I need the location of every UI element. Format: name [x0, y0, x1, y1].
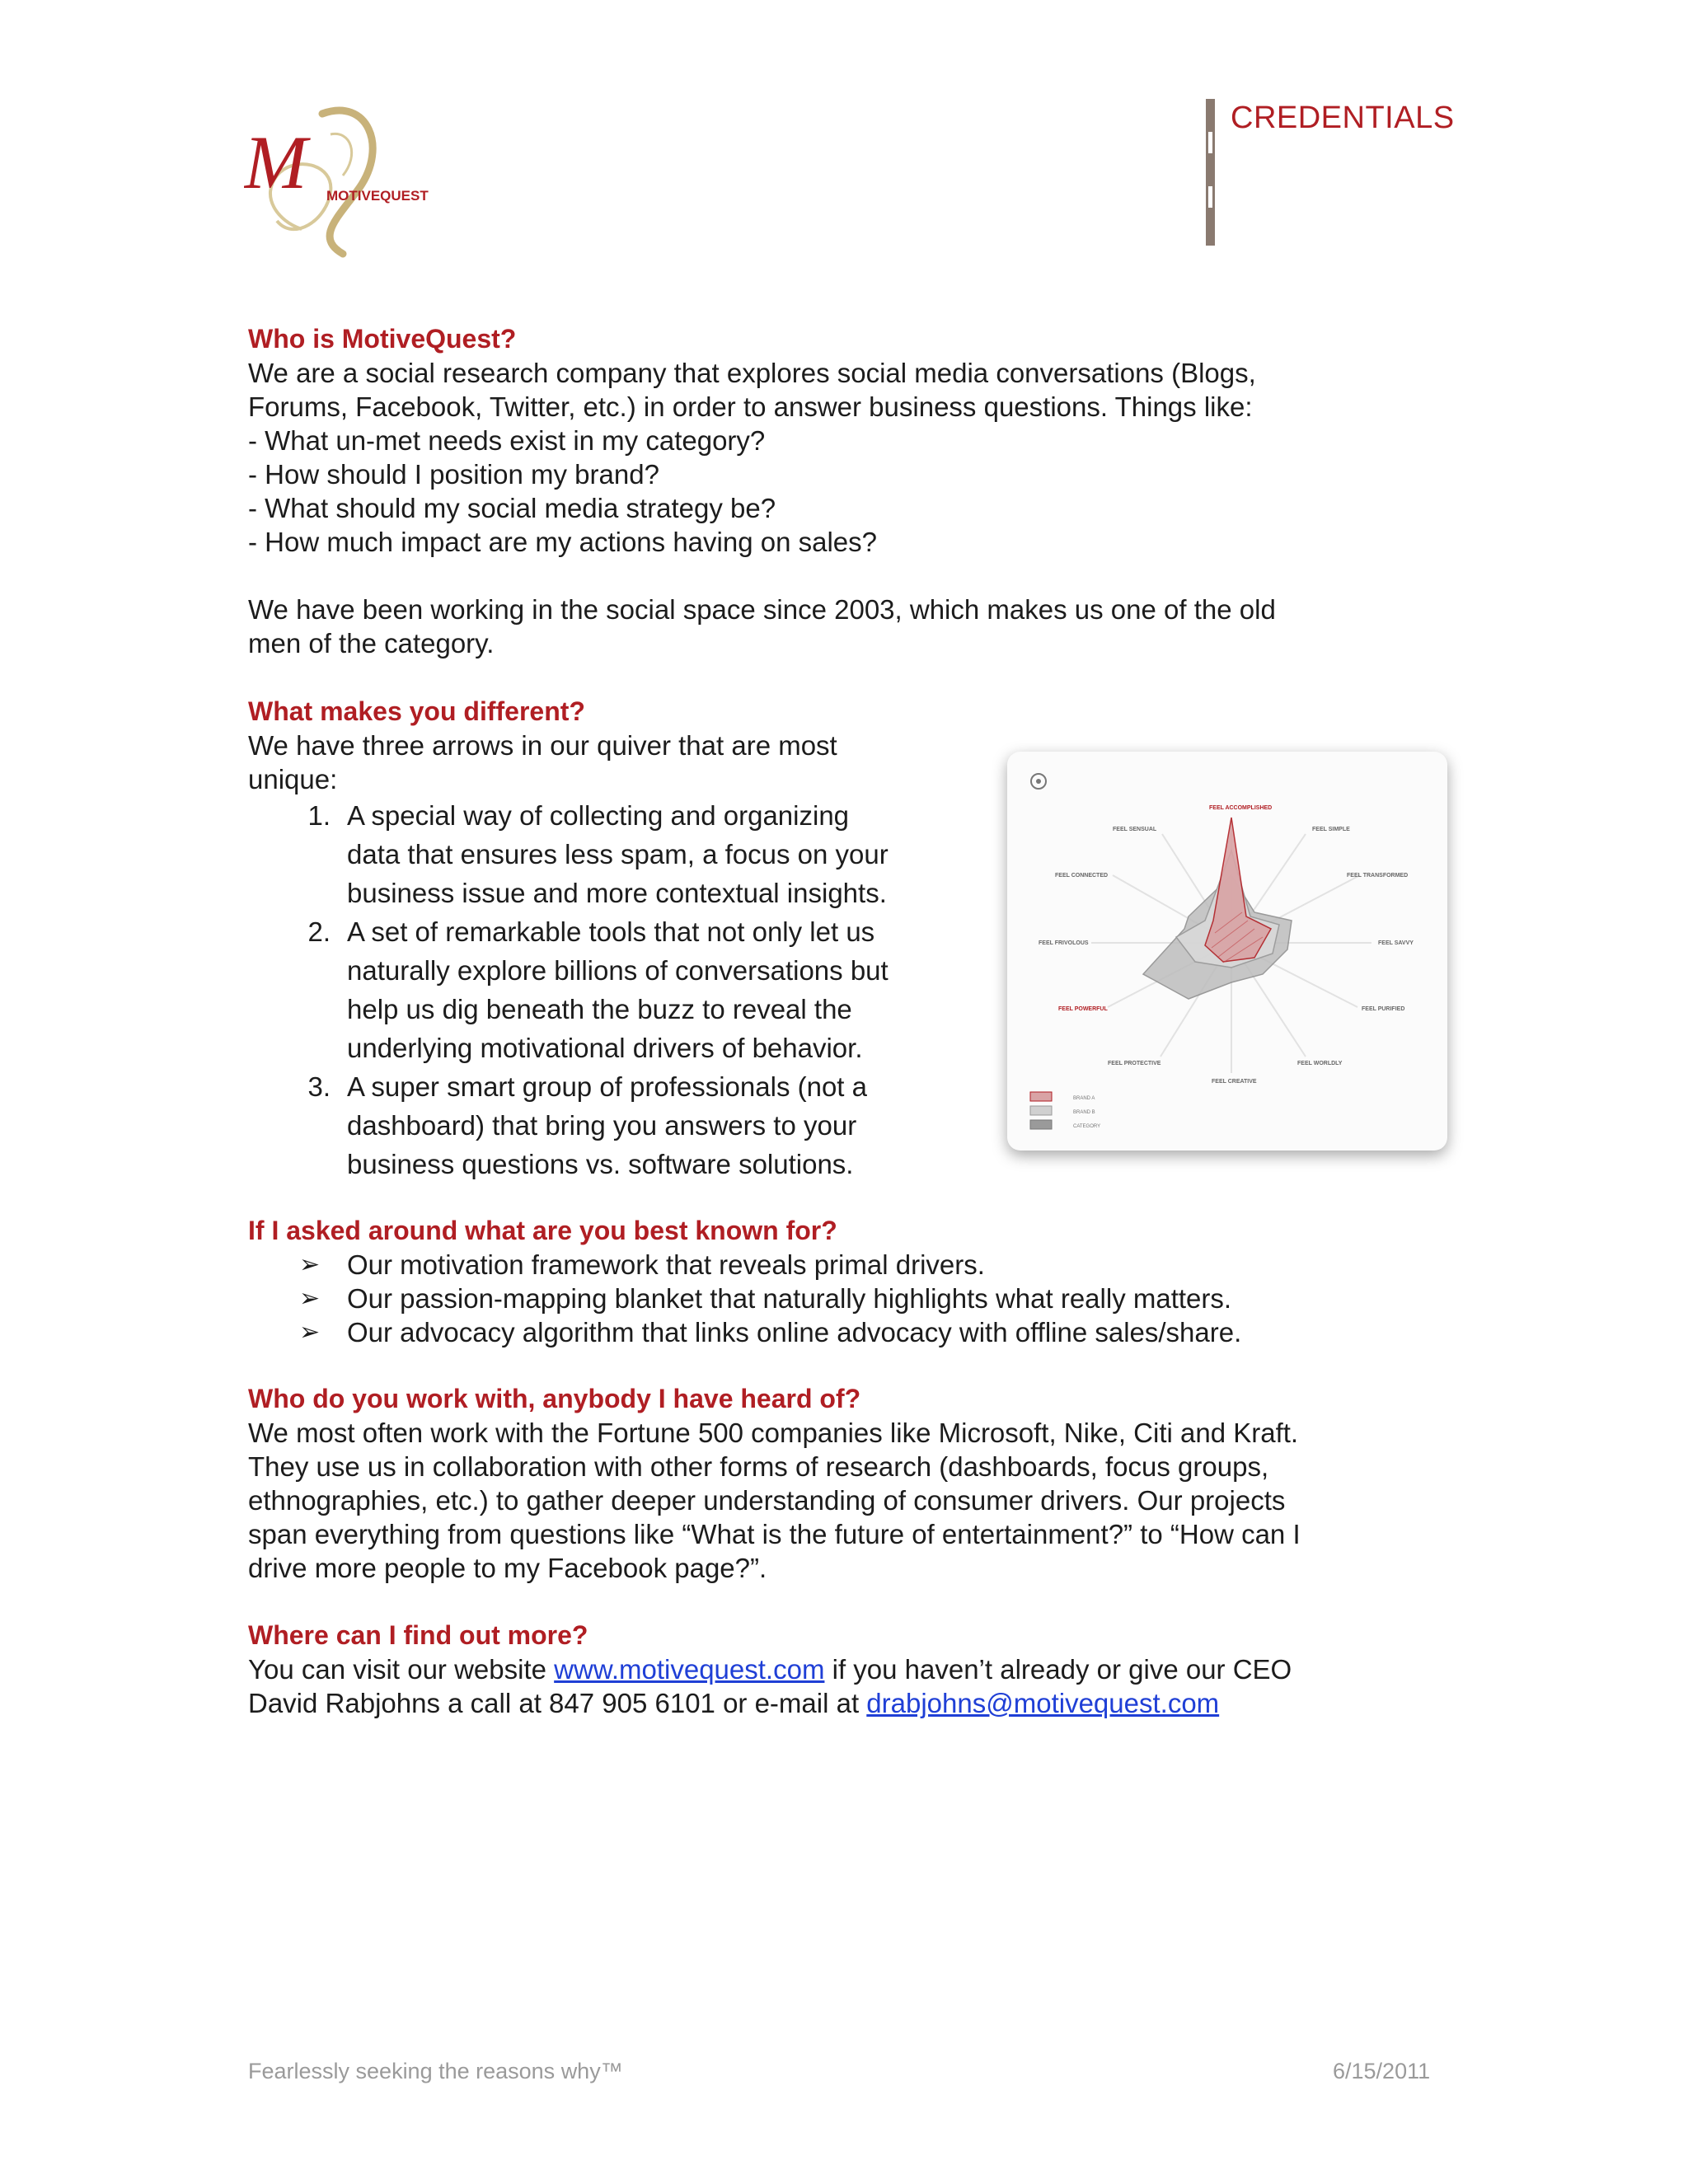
legend-label: BRAND A — [1073, 1096, 1095, 1101]
question-item: - What un-met needs exist in my category? — [248, 425, 766, 456]
axis-label: FEEL PURIFIED — [1362, 1006, 1405, 1012]
axis-label: FEEL POWERFUL — [1058, 1006, 1108, 1012]
footer-tagline: Fearlessly seeking the reasons why™ — [248, 2059, 623, 2083]
axis-label: FEEL WORLDLY — [1297, 1061, 1343, 1066]
axis-label: FEEL CONNECTED — [1055, 873, 1109, 879]
radar-chart — [1007, 752, 1447, 1151]
heading-find-out-more: Where can I find out more? — [248, 1620, 588, 1650]
list-item — [248, 1315, 1435, 1349]
list-item — [248, 912, 990, 1067]
list-line: data that ensures less spam, a focus on your — [347, 839, 889, 869]
contact-text: David Rabjohns a call at 847 905 6101 or e-mail at — [248, 1688, 867, 1718]
paragraph-line: We have three arrows in our quiver that are most — [248, 730, 837, 761]
footer-date: 6/15/2011 — [1333, 2059, 1431, 2083]
best-known-list — [248, 1248, 1435, 1349]
logo-wordmark: MOTIVEQUEST — [326, 188, 429, 204]
logo-mark — [244, 97, 458, 262]
axis-label: FEEL ACCOMPLISHED — [1209, 805, 1273, 811]
legend-label: CATEGORY — [1073, 1124, 1101, 1129]
axis-label: FEEL SENSUAL — [1113, 827, 1157, 832]
axis-label: FEEL PROTECTIVE — [1108, 1061, 1161, 1066]
heading-best-known: If I asked around what are you best known for? — [248, 1216, 837, 1245]
list-line: dashboard) that bring you answers to your — [347, 1110, 857, 1141]
paragraph-line: We most often work with the Fortune 500 companies like Microsoft, Nike, Citi and Kraft. — [248, 1418, 1299, 1448]
list-item — [248, 796, 990, 912]
paragraph-line: men of the category. — [248, 628, 495, 658]
heading-different: What makes you different? — [248, 696, 585, 726]
list-item — [248, 1067, 990, 1183]
contact-text: if you haven’t already or give our CEO — [824, 1654, 1292, 1685]
list-line: A special way of collecting and organizing — [347, 800, 850, 831]
axis-label: FEEL SAVVY — [1378, 940, 1414, 946]
contact-text: You can visit our website — [248, 1654, 555, 1685]
list-line: help us dig beneath the buzz to reveal the — [347, 994, 852, 1024]
list-line: business questions vs. software solutions. — [347, 1149, 854, 1179]
section-find-out-more — [248, 1619, 1435, 1720]
list-item — [248, 1248, 1435, 1282]
arrow-bullet-icon: ➢ — [299, 1285, 321, 1312]
list-number: 2. — [307, 916, 331, 947]
list-text: Our passion-mapping blanket that naturally highlights what really matters. — [347, 1283, 1232, 1314]
axis-label: FEEL FRIVOLOUS — [1039, 940, 1089, 946]
paragraph-line: They use us in collaboration with other forms of research (dashboards, focus groups, — [248, 1451, 1269, 1482]
list-line: naturally explore billions of conversations but — [347, 955, 889, 986]
heading-clients: Who do you work with, anybody I have heard of? — [248, 1384, 861, 1413]
section-different — [248, 695, 990, 1183]
logo-letter: M — [244, 120, 307, 204]
list-line: A super smart group of professionals (not a — [347, 1071, 867, 1102]
arrow-bullet-icon: ➢ — [299, 1251, 321, 1278]
section-best-known — [248, 1214, 1435, 1349]
question-item: - What should my social media strategy be? — [248, 493, 776, 523]
email-link[interactable]: drabjohns@motivequest.com — [866, 1688, 1220, 1718]
arrow-bullet-icon: ➢ — [299, 1319, 321, 1346]
paragraph-line: span everything from questions like “What is the future of entertainment?” to “How can I — [248, 1519, 1301, 1549]
question-item: - How should I position my brand? — [248, 459, 659, 490]
list-text: Our motivation framework that reveals primal drivers. — [347, 1249, 985, 1280]
list-number: 3. — [307, 1071, 331, 1102]
contact-line — [248, 1686, 1435, 1720]
question-item: - How much impact are my actions having on sales? — [248, 527, 877, 557]
section-who-is — [248, 322, 1435, 660]
paragraph-line: unique: — [248, 764, 338, 794]
paragraph-line: ethnographies, etc.) to gather deeper understanding of consumer drivers. Our projects — [248, 1485, 1286, 1516]
header-divider-bar — [1206, 99, 1215, 246]
differentiators-list — [248, 796, 990, 1183]
company-logo — [244, 97, 458, 262]
contact-line — [248, 1652, 1435, 1686]
paragraph-line: drive more people to my Facebook page?”. — [248, 1553, 767, 1583]
motivation-radar-figure — [1007, 752, 1447, 1151]
list-line: A set of remarkable tools that not only let us — [347, 916, 875, 947]
paragraph-line: We have been working in the social space since 2003, which makes us one of the old — [248, 594, 1276, 625]
list-line: underlying motivational drivers of behavior. — [347, 1033, 863, 1063]
list-item — [248, 1282, 1435, 1315]
website-link[interactable]: www.motivequest.com — [554, 1654, 825, 1685]
paragraph-line: Forums, Facebook, Twitter, etc.) in order to answer business questions. Things like: — [248, 391, 1253, 422]
list-number: 1. — [307, 800, 331, 831]
list-text: Our advocacy algorithm that links online advocacy with offline sales/share. — [347, 1317, 1242, 1347]
axis-label: FEEL SIMPLE — [1312, 827, 1350, 832]
chart-legend — [1030, 1092, 1100, 1129]
paragraph-line: We are a social research company that explores social media conversations (Blogs, — [248, 358, 1256, 388]
axis-label: FEEL TRANSFORMED — [1347, 873, 1409, 879]
list-line: business issue and more contextual insights. — [347, 878, 887, 908]
heading-who-is: Who is MotiveQuest? — [248, 324, 517, 354]
axis-label: FEEL CREATIVE — [1212, 1079, 1257, 1085]
section-clients — [248, 1382, 1435, 1585]
section-title: CREDENTIALS — [1231, 101, 1455, 135]
legend-label: BRAND B — [1073, 1110, 1095, 1115]
